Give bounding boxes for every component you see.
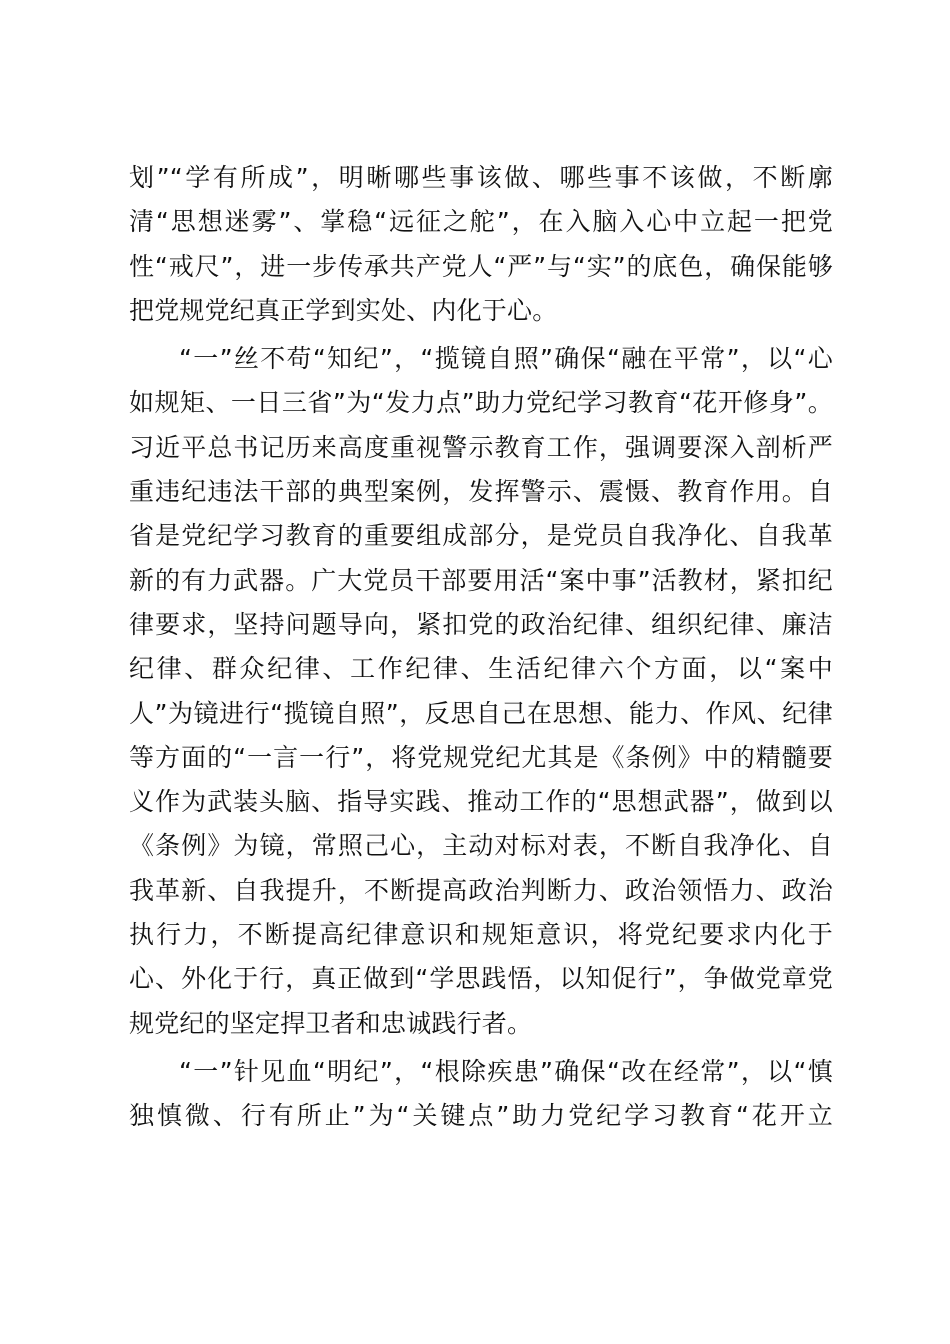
- text-line: 如规矩、一日三省”为“发力点”助力党纪学习教育“花开修身”。: [129, 388, 833, 418]
- text-line: 我革新、自我提升，不断提高政治判断力、政治领悟力、政治: [129, 875, 833, 905]
- text-line: 重违纪违法干部的典型案例，发挥警示、震慑、教育作用。自: [129, 477, 833, 507]
- text-line: 新的有力武器。广大党员干部要用活“案中事”活教材，紧扣纪: [129, 565, 833, 595]
- text-line: 把党规党纪真正学到实处、内化于心。: [129, 295, 558, 325]
- text-line: 性“戒尺”，进一步传承共产党人“严”与“实”的底色，确保能够: [129, 251, 833, 281]
- text-line: 独慎微、行有所止”为“关键点”助力党纪学习教育“花开立: [129, 1101, 833, 1131]
- text-line: 执行力，不断提高纪律意识和规矩意识，将党纪要求内化于: [129, 920, 833, 950]
- text-line: 划”“学有所成”，明晰哪些事该做、哪些事不该做，不断廓: [129, 163, 833, 192]
- paragraph-2: [129, 337, 833, 1046]
- body-text: [129, 156, 833, 1139]
- text-line: “一”丝不苟“知纪”，“揽镜自照”确保“融在平常”，以“心: [179, 344, 833, 374]
- text-line: 习近平总书记历来高度重视警示教育工作，强调要深入剖析严: [129, 432, 833, 462]
- text-line: 规党纪的坚定捍卫者和忠诚践行者。: [129, 1008, 533, 1038]
- text-line: “一”针见血“明纪”，“根除疾患”确保“改在经常”，以“慎: [179, 1056, 833, 1086]
- text-line: 人”为镜进行“揽镜自照”，反思自己在思想、能力、作风、纪律: [129, 698, 833, 728]
- text-line: 清“思想迷雾”、掌稳“远征之舵”，在入脑入心中立起一把党: [129, 207, 833, 237]
- text-line: 《条例》为镜，常照己心，主动对标对表，不断自我净化、自: [129, 831, 833, 861]
- text-line: 省是党纪学习教育的重要组成部分，是党员自我净化、自我革: [129, 521, 833, 551]
- paragraph-1: [129, 156, 833, 333]
- text-line: 义作为武装头脑、指导实践、推动工作的“思想武器”，做到以: [129, 787, 833, 817]
- text-line: 律要求，坚持问题导向，紧扣党的政治纪律、组织纪律、廉洁: [129, 609, 833, 639]
- text-line: 心、外化于行，真正做到“学思践悟，以知促行”，争做党章党: [129, 964, 833, 994]
- text-line: 等方面的“一言一行”，将党规党纪尤其是《条例》中的精髓要: [129, 742, 833, 772]
- text-line: 纪律、群众纪律、工作纪律、生活纪律六个方面，以“案中: [129, 654, 833, 684]
- paragraph-3: [129, 1050, 833, 1139]
